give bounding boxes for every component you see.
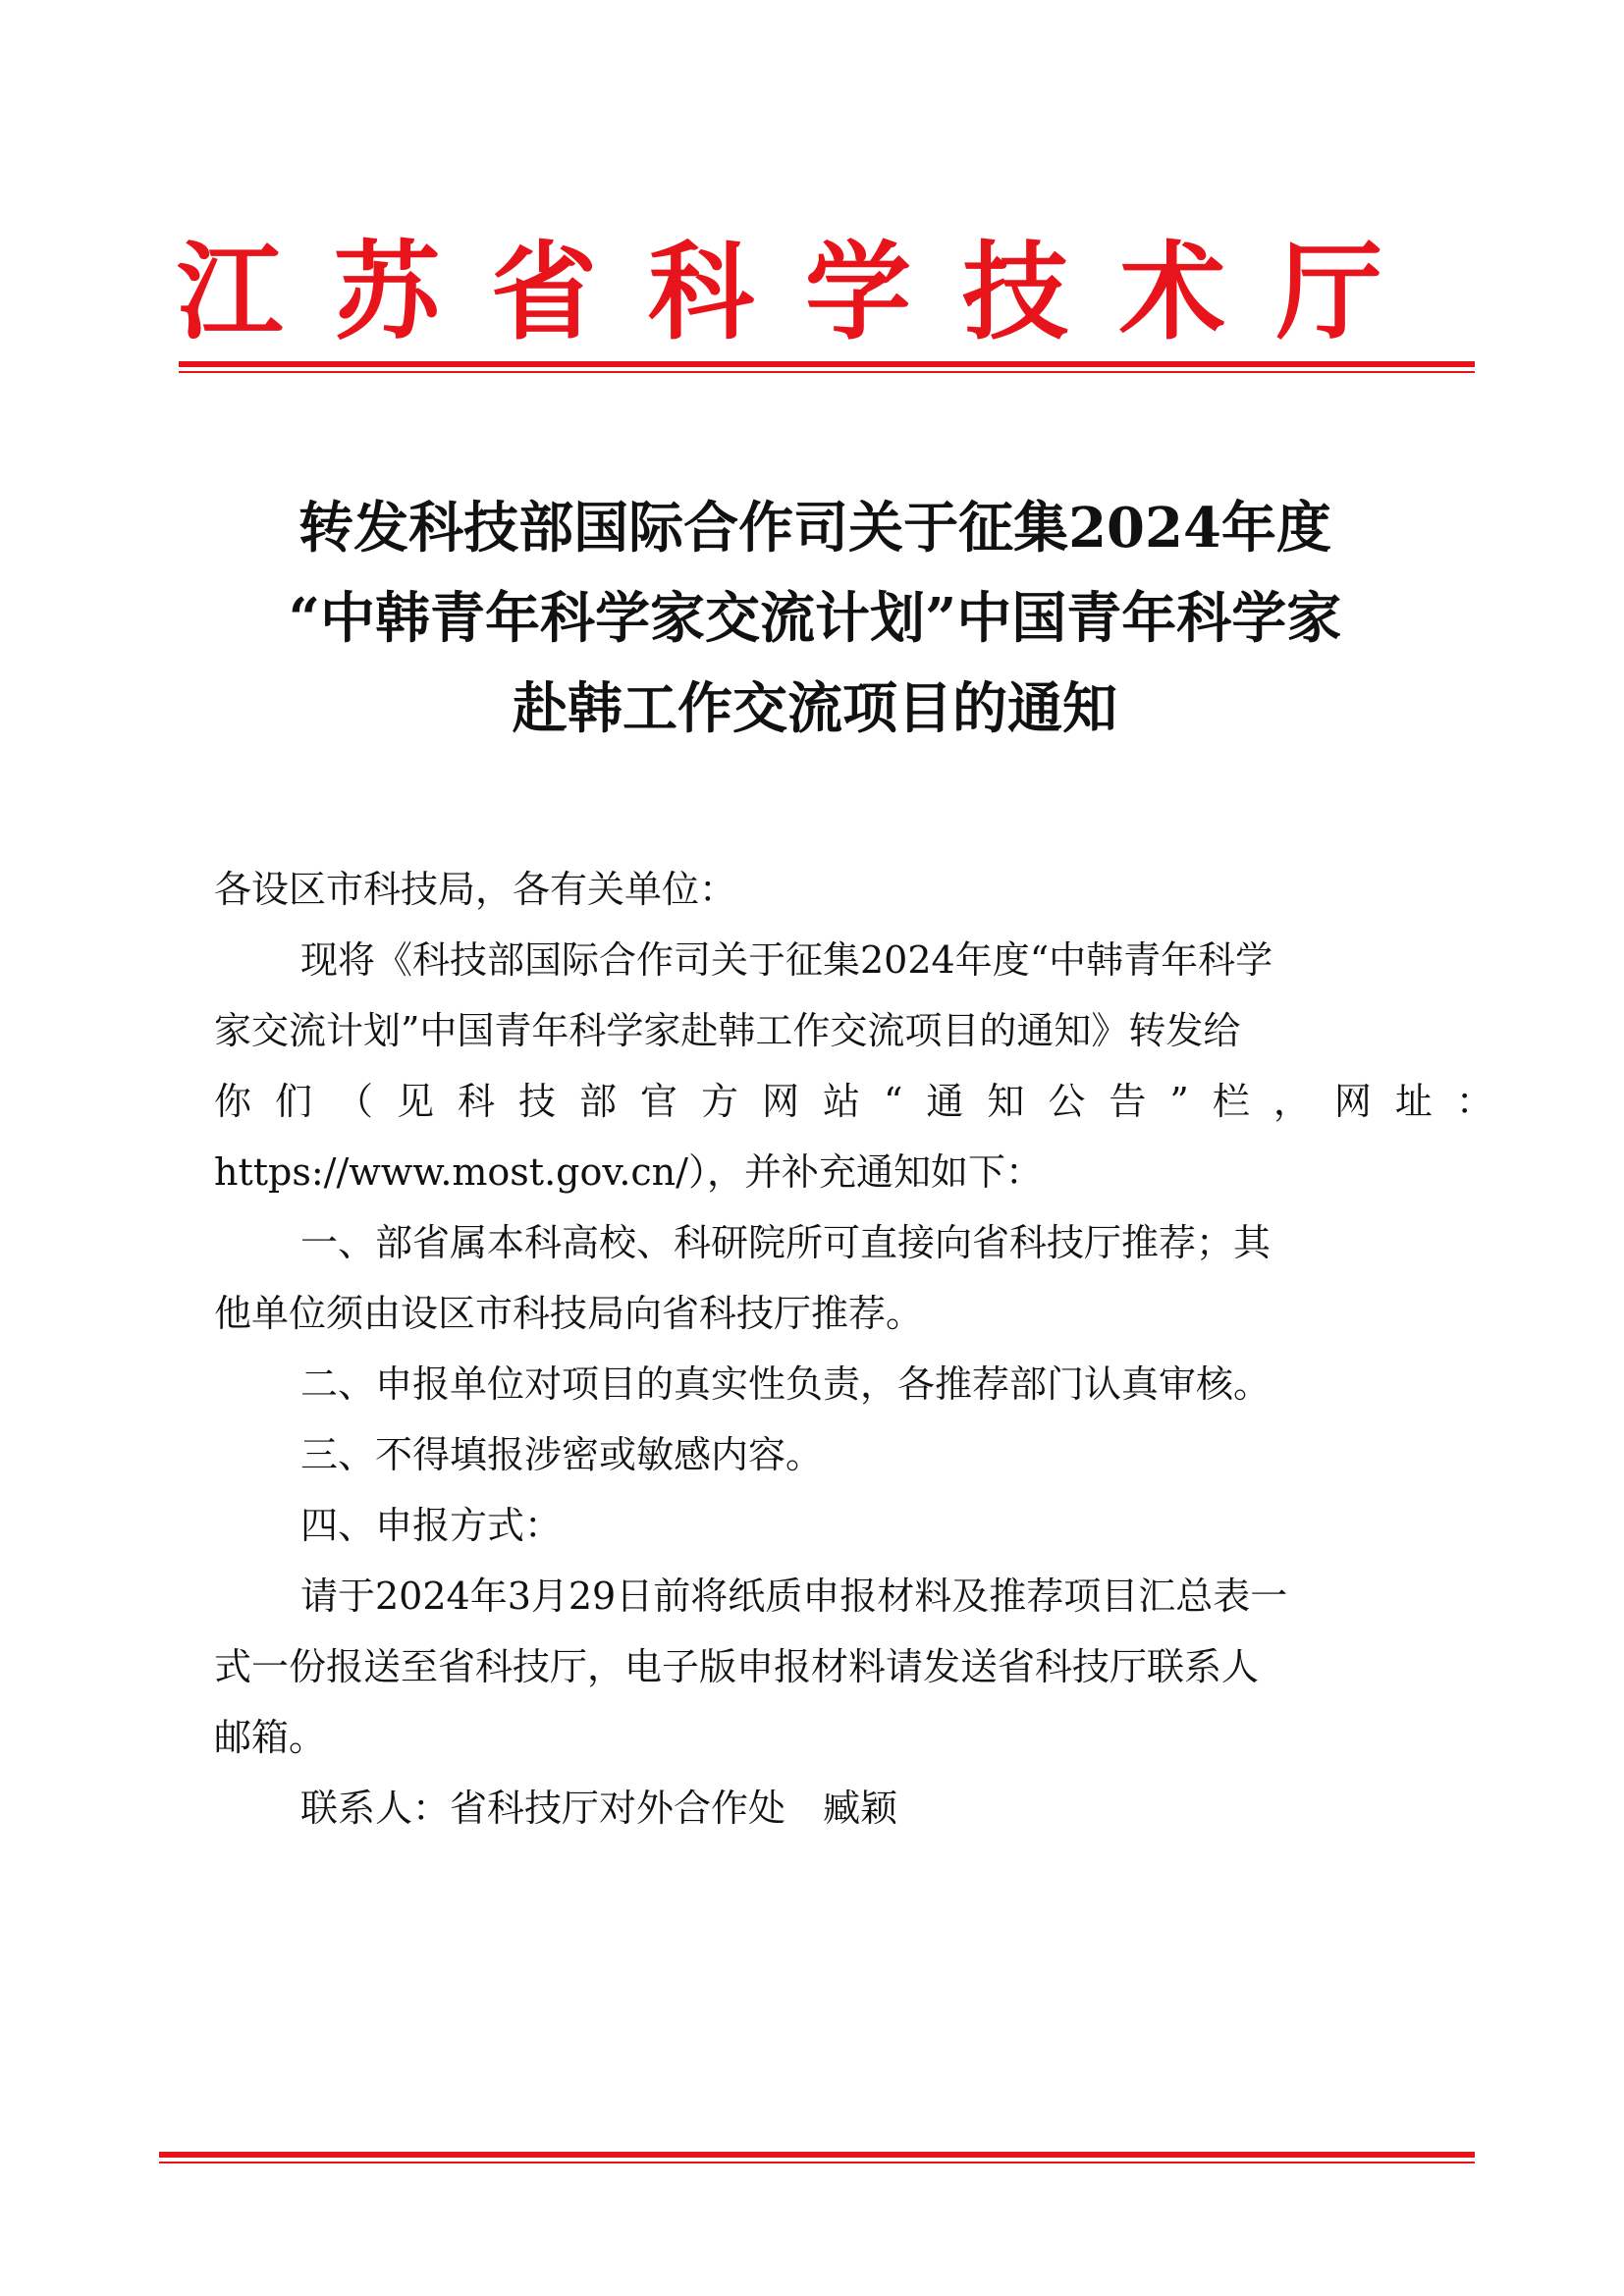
item4-line-3: 邮箱。 [214, 1716, 327, 1759]
item4-line-2: 式一份报送至省科技厅，电子版申报材料请发送省科技厅联系人 [214, 1645, 1260, 1688]
title-line-2: “中韩青年科学家交流计划”中国青年科学家 [288, 586, 1342, 651]
item-4-heading: 四、申报方式： [300, 1504, 563, 1547]
intro-line-2: 家交流计划”中国青年科学家赴韩工作交流项目的通知》转发给 [214, 1009, 1241, 1052]
letterhead-red-rule-thin [179, 371, 1475, 373]
title-line-3: 赴韩工作交流项目的通知 [513, 676, 1117, 741]
item4-line-1: 请于2024年3月29日前将纸质申报材料及推荐项目汇总表一 [300, 1575, 1288, 1618]
contact-line: 联系人：省科技厅对外合作处 臧颖 [300, 1787, 898, 1830]
footer-red-rule-thin [159, 2162, 1475, 2163]
document-body [214, 854, 1517, 1843]
intro-line-3: 你们（见科技部官方网站“通知公告”栏，网址： [214, 1080, 1517, 1123]
item-4-content [214, 1561, 1424, 1773]
footer-red-rule [159, 2152, 1475, 2158]
intro-line-4: https://www.most.gov.cn/），并补充通知如下： [214, 1150, 1043, 1194]
title-line-1: 转发科技部国际合作司关于征集2024年度 [298, 496, 1331, 561]
item1-line-2: 他单位须由设区市科技局向省科技厅推荐。 [214, 1292, 924, 1335]
intro-line-1: 现将《科技部国际合作司关于征集2024年度“中韩青年科学 [300, 938, 1273, 982]
intro-paragraph [214, 925, 1517, 1207]
item1-line-1: 一、部省属本科高校、科研院所可直接向省科技厅推荐；其 [300, 1221, 1272, 1264]
document-title [196, 483, 1434, 754]
salutation: 各设区市科技局，各有关单位： [214, 868, 737, 911]
letterhead-red-rule [179, 361, 1475, 367]
item-2: 二、申报单位对项目的真实性负责，各推荐部门认真审核。 [300, 1362, 1272, 1406]
item-1 [214, 1207, 1424, 1349]
letterhead-org-name: 江苏省科学技术厅 [177, 231, 1435, 354]
item-3: 三、不得填报涉密或敏感内容。 [300, 1433, 824, 1476]
